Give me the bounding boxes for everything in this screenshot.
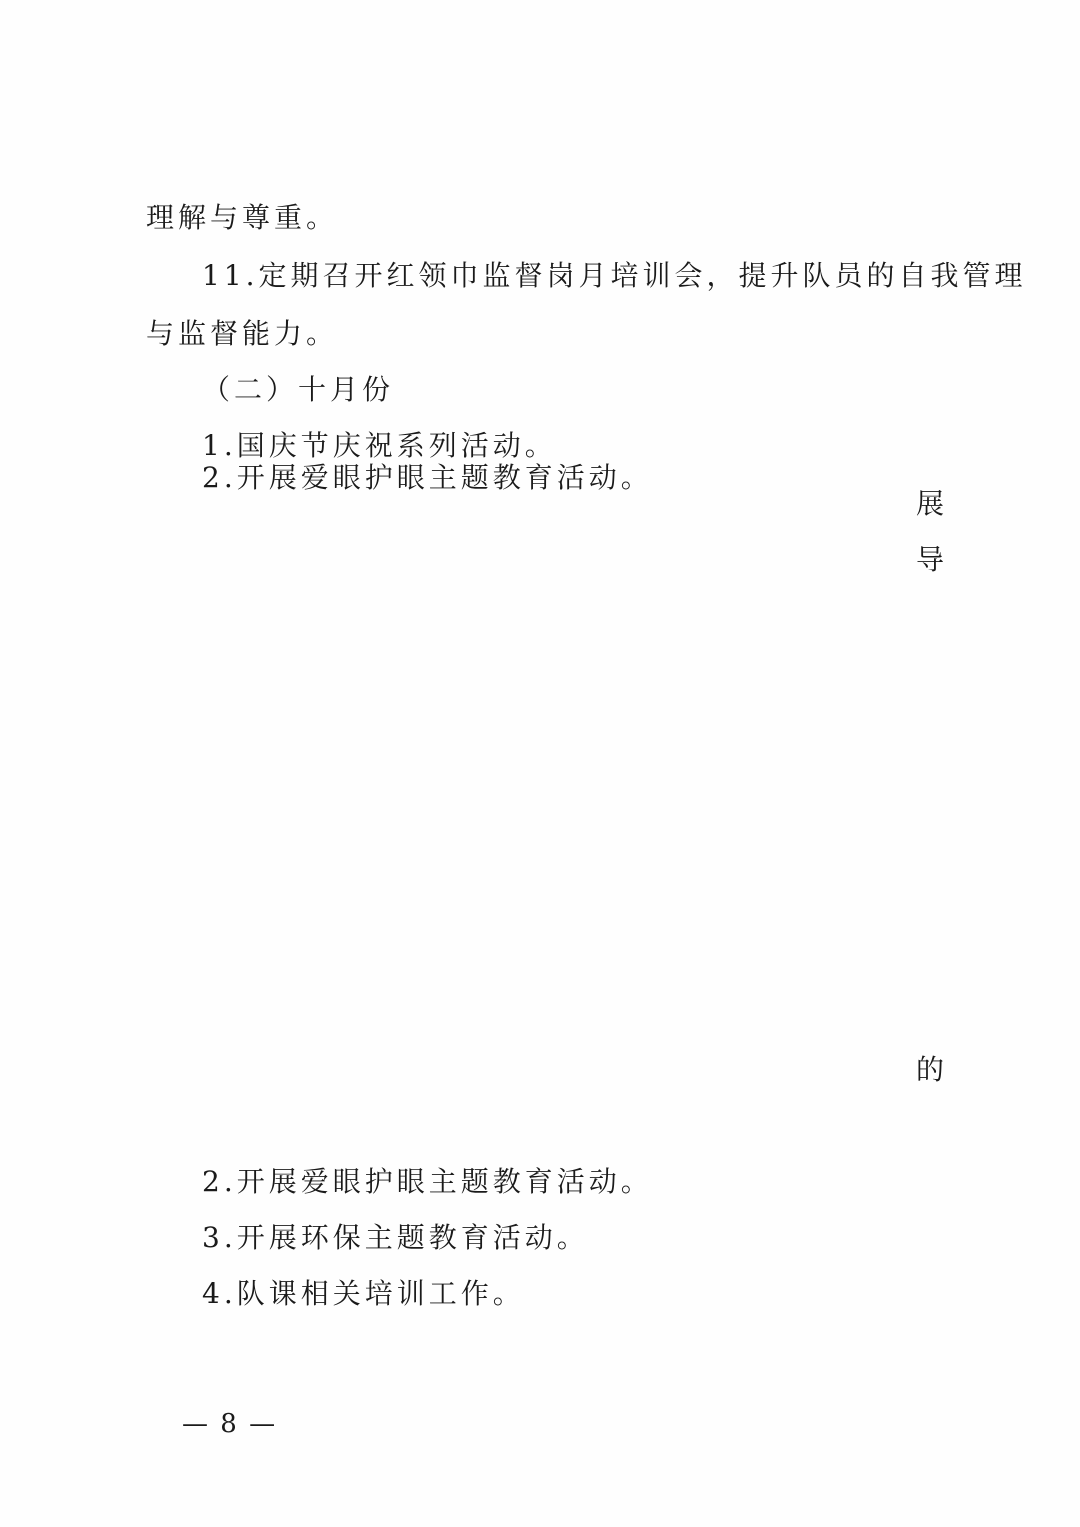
text-line-2: 11.定期召开红领巾监督岗月培训会，提升队员的自我管理	[202, 259, 1027, 292]
text-line-3: 与监督能力。	[146, 317, 339, 350]
text-fragment-2: 导	[916, 543, 945, 576]
obscured-line-remnant	[202, 461, 762, 496]
text-line-1: 理解与尊重。	[146, 201, 339, 234]
list-item-1: 1.国庆节庆祝系列活动。	[202, 429, 557, 462]
section-heading: （二）十月份	[202, 373, 395, 406]
text-fragment-3: 的	[916, 1053, 945, 1086]
list-item-2: 2.开展爱眼护眼主题教育活动。	[202, 1165, 653, 1198]
obscured-line-text: 2.开展爱眼护眼主题教育活动。	[202, 461, 653, 494]
list-item-4: 4.队课相关培训工作。	[202, 1277, 525, 1310]
text-fragment-1: 展	[916, 487, 945, 520]
page-number: — 8 —	[182, 1409, 278, 1439]
list-item-3: 3.开展环保主题教育活动。	[202, 1221, 589, 1254]
